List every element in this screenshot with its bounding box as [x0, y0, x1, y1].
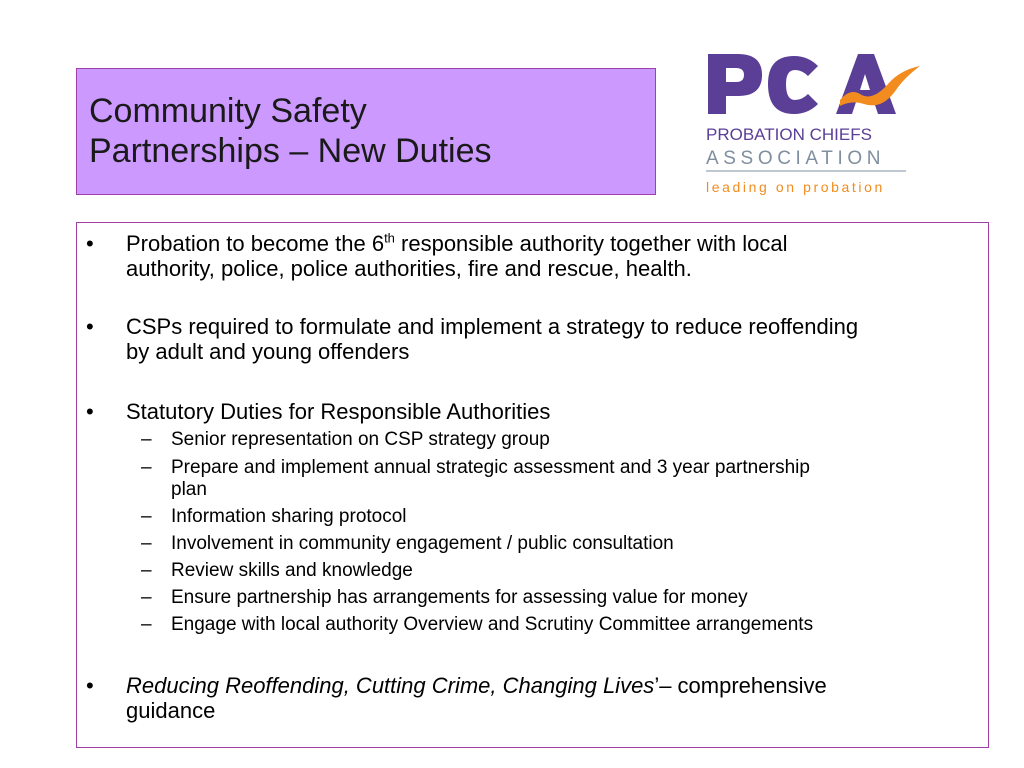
dash-icon: –: [141, 587, 152, 608]
bullet-icon: •: [86, 399, 94, 424]
pca-logo: [700, 44, 950, 200]
dash-icon: –: [141, 506, 152, 527]
sub-bullet-text: Involvement in community engagement / public consultation: [171, 533, 674, 554]
dash-icon: –: [141, 560, 152, 581]
bullet-text: Statutory Duties for Responsible Authorities: [126, 399, 551, 424]
sub-bullet-text: Review skills and knowledge: [171, 560, 413, 581]
pca-mark: [708, 54, 920, 114]
bullet-icon: •: [86, 231, 94, 256]
bullet-icon: •: [86, 314, 94, 339]
bullet-text: authority, police, police authorities, fire and rescue, health.: [126, 256, 692, 281]
dash-icon: –: [141, 614, 152, 635]
superscript: th: [384, 230, 395, 246]
sub-bullet-text: plan: [171, 479, 207, 500]
bullet-text: by adult and young offenders: [126, 339, 410, 364]
bullet-text: Probation to become the 6: [126, 231, 385, 256]
guidance-title: Reducing Reoffending, Cutting Crime, Changing Lives: [126, 673, 655, 698]
bullet-text: responsible authority together with local: [394, 231, 788, 256]
bullet-icon: •: [86, 673, 94, 698]
sub-bullet-text: Information sharing protocol: [171, 506, 407, 527]
sub-bullet-text: Senior representation on CSP strategy group: [171, 429, 550, 450]
bullet-text: ’– comprehensive: [654, 673, 827, 698]
title-line-1: Community Safety: [89, 92, 367, 130]
logo-association: ASSOCIATION: [706, 148, 886, 169]
title-line-2: Partnerships – New Duties: [89, 132, 492, 170]
sub-bullet-text: Engage with local authority Overview and Scrutiny Committee arrangements: [171, 614, 814, 635]
sub-bullet-text: Prepare and implement annual strategic assessment and 3 year partnership: [171, 457, 810, 478]
bullet-text: guidance: [126, 698, 216, 723]
sub-bullet-text: Ensure partnership has arrangements for assessing value for money: [171, 587, 748, 608]
dash-icon: –: [141, 457, 152, 478]
content-box: [76, 222, 989, 748]
dash-icon: –: [141, 533, 152, 554]
title-box: [76, 68, 656, 195]
logo-name: PROBATION CHIEFS: [706, 125, 872, 144]
logo-tagline: leading on probation: [706, 179, 885, 195]
dash-icon: –: [141, 429, 152, 450]
bullet-text: CSPs required to formulate and implement a strategy to reduce reoffending: [126, 314, 859, 339]
slide-title: [89, 91, 492, 171]
